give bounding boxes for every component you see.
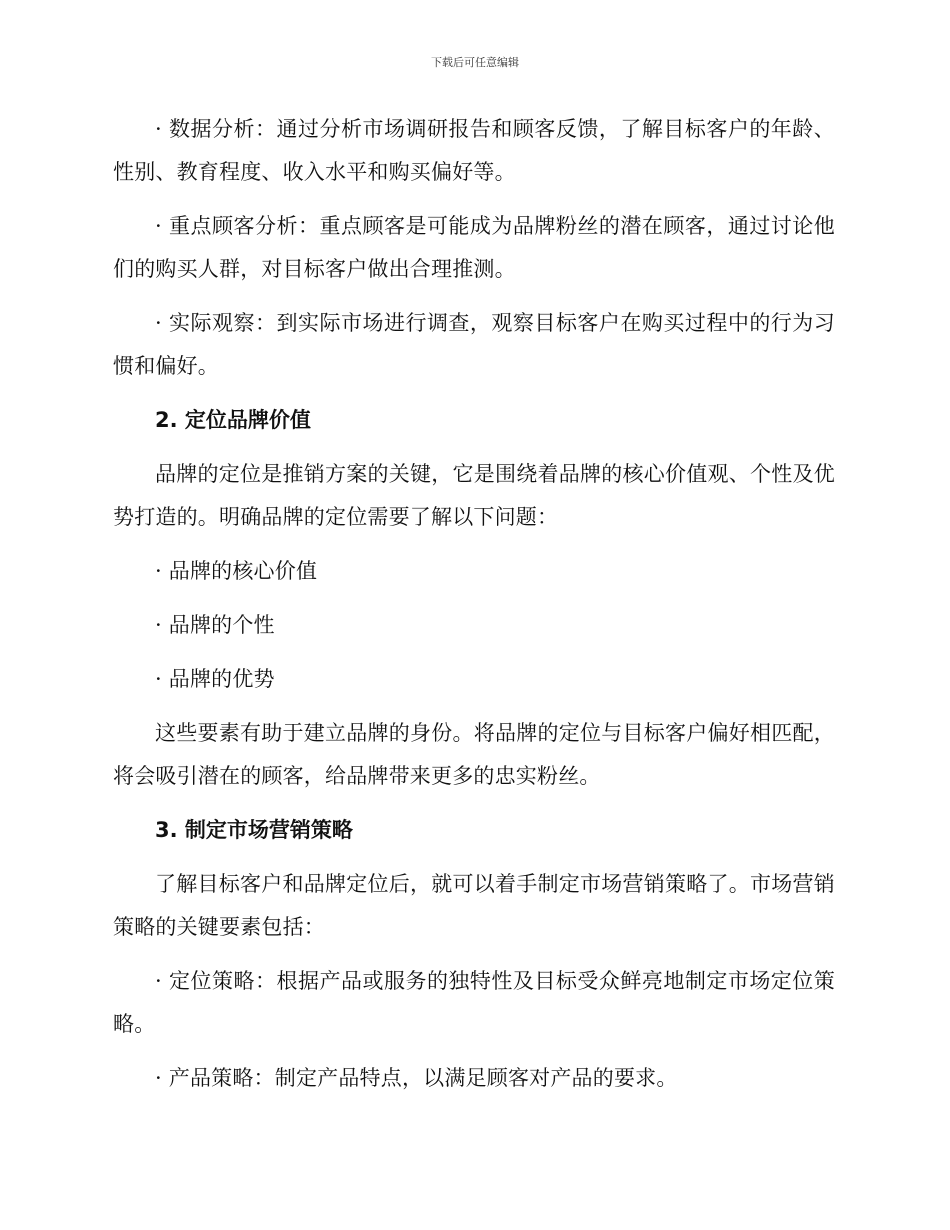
bullet-product-strategy: · 产品策略：制定产品特点，以满足顾客对产品的要求。	[155, 1066, 678, 1090]
section-heading-brand-value: 2. 定位品牌价值	[155, 408, 311, 432]
document-body	[113, 108, 835, 1111]
bullet-positioning-strategy: · 定位策略：根据产品或服务的独特性及目标受众鲜亮地制定市场定位策略。	[113, 969, 835, 1036]
section-heading-marketing-strategy: 3. 制定市场营销策略	[155, 818, 353, 842]
bullet-data-analysis: · 数据分析：通过分析市场调研报告和顾客反馈，了解目标客户的年龄、性别、教育程度、收入水平和购买偏好等。	[113, 117, 835, 184]
bullet-advantage: · 品牌的优势	[155, 667, 275, 691]
bullet-key-customer-analysis: · 重点顾客分析：重点顾客是可能成为品牌粉丝的潜在顾客，通过讨论他们的购买人群，对目标客户做出合理推测。	[113, 214, 835, 281]
paragraph-brand-identity: 这些要素有助于建立品牌的身份。将品牌的定位与目标客户偏好相匹配，将会吸引潜在的顾客，给品牌带来更多的忠实粉丝。	[113, 721, 835, 788]
page-header: 下载后可任意编辑	[431, 56, 519, 69]
paragraph-marketing-intro: 了解目标客户和品牌定位后，就可以着手制定市场营销策略了。市场营销策略的关键要素包括：	[113, 872, 835, 939]
bullet-field-observation: · 实际观察：到实际市场进行调查，观察目标客户在购买过程中的行为习惯和偏好。	[113, 311, 835, 378]
bullet-core-value: · 品牌的核心价值	[155, 559, 318, 583]
paragraph-brand-positioning: 品牌的定位是推销方案的关键，它是围绕着品牌的核心价值观、个性及优势打造的。明确品牌的定位需要了解以下问题：	[113, 462, 835, 529]
bullet-personality: · 品牌的个性	[155, 613, 275, 637]
